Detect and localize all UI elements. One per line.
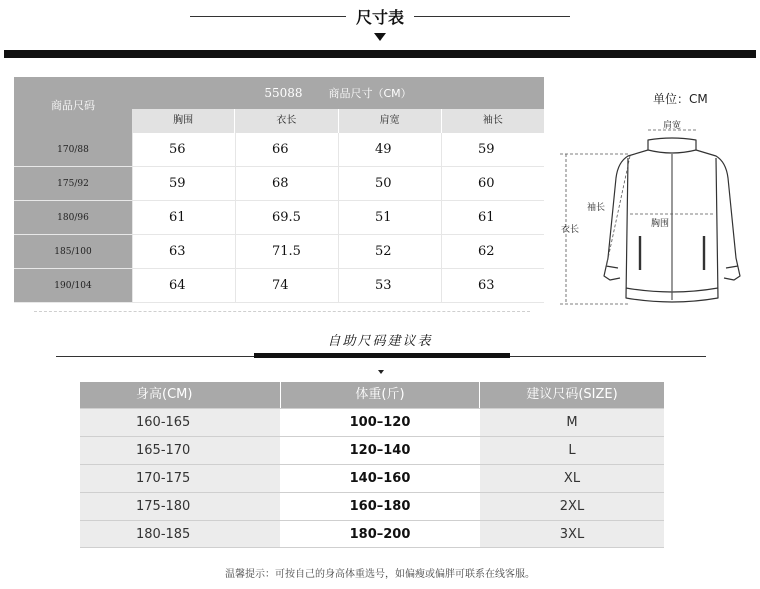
table-cell: 50 xyxy=(338,167,441,201)
table-cell: 53 xyxy=(338,269,441,303)
size-label: 180/96 xyxy=(14,201,132,235)
size-cell: L xyxy=(568,443,576,458)
recommendation-header-row xyxy=(80,382,664,408)
size-table-corner: 商品尺码 xyxy=(14,77,132,133)
table-cell: 61 xyxy=(441,201,544,235)
small-down-arrow-icon xyxy=(378,370,384,374)
table-row xyxy=(14,269,544,303)
table-cell: 52 xyxy=(338,235,441,269)
weight-cell: 120–140 xyxy=(280,437,480,464)
column-header: 衣长 xyxy=(234,109,337,133)
size-table-title-row xyxy=(132,77,544,109)
size-label: 190/104 xyxy=(14,269,132,303)
table-cell: 66 xyxy=(235,133,338,167)
weight-cell: 160–180 xyxy=(280,493,480,520)
height-cell: 170-175 xyxy=(136,471,191,486)
height-cell: 180-185 xyxy=(136,527,191,542)
size-table-column-headers xyxy=(132,109,544,133)
table-cell: 51 xyxy=(338,201,441,235)
table-row xyxy=(14,235,544,269)
column-header: 建议尺码(SIZE) xyxy=(526,387,618,402)
sleeve-label: 袖长 xyxy=(586,203,606,213)
down-arrow-icon xyxy=(374,33,386,41)
unit-label: 单位：CM xyxy=(653,92,708,106)
table-cell: 71.5 xyxy=(235,235,338,269)
jacket-diagram xyxy=(548,118,756,323)
weight-cell: 180–200 xyxy=(280,521,480,547)
size-label: 175/92 xyxy=(14,167,132,201)
height-cell: 165-170 xyxy=(136,443,191,458)
table-cell: 56 xyxy=(132,133,235,167)
page-title: 尺寸表 xyxy=(355,8,404,27)
column-header: 身高(CM) xyxy=(136,387,193,402)
table-cell: 60 xyxy=(441,167,544,201)
column-header: 胸围 xyxy=(173,115,194,126)
size-table xyxy=(14,77,544,310)
table-cell: 69.5 xyxy=(235,201,338,235)
table-cell: 74 xyxy=(235,269,338,303)
table-row xyxy=(80,520,664,548)
table-cell: 68 xyxy=(235,167,338,201)
size-cell: 3XL xyxy=(559,527,585,542)
table-cell: 64 xyxy=(132,269,235,303)
header-divider-bar xyxy=(4,50,756,58)
table-cell: 62 xyxy=(441,235,544,269)
recommendation-table xyxy=(80,382,664,548)
column-header: 袖长 xyxy=(441,109,544,133)
recommendation-divider-bar xyxy=(254,353,510,358)
height-cell: 160-165 xyxy=(136,415,191,430)
height-cell: 175-180 xyxy=(136,499,191,514)
size-unit-label: 商品尺寸（CM） xyxy=(328,87,412,100)
table-row xyxy=(80,464,664,492)
table-row xyxy=(80,492,664,520)
footer-tip: 温馨提示：可按自己的身高体重选号，如偏瘦或偏胖可联系在线客服。 xyxy=(225,569,535,580)
column-header: 体重(斤) xyxy=(280,382,480,408)
table-row xyxy=(14,201,544,235)
weight-cell: 140–160 xyxy=(280,465,480,492)
column-header: 肩宽 xyxy=(338,109,441,133)
length-label: 衣长 xyxy=(560,225,580,235)
table-bottom-divider xyxy=(34,311,530,312)
table-cell: 63 xyxy=(441,269,544,303)
table-row xyxy=(80,408,664,436)
size-cell: XL xyxy=(563,471,581,486)
table-row xyxy=(14,167,544,201)
size-cell: 2XL xyxy=(559,499,585,514)
table-cell: 49 xyxy=(338,133,441,167)
size-label: 170/88 xyxy=(14,133,132,167)
weight-cell: 100–120 xyxy=(280,409,480,436)
table-cell: 61 xyxy=(132,201,235,235)
size-label: 185/100 xyxy=(14,235,132,269)
chest-label: 胸围 xyxy=(650,219,670,229)
product-code: 55088 xyxy=(264,86,303,100)
table-row xyxy=(14,133,544,167)
table-cell: 59 xyxy=(441,133,544,167)
table-cell: 59 xyxy=(132,167,235,201)
size-cell: M xyxy=(566,415,578,430)
table-cell: 63 xyxy=(132,235,235,269)
recommendation-title: 自助尺码建议表 xyxy=(327,334,433,349)
shoulder-label: 肩宽 xyxy=(662,121,682,131)
table-row xyxy=(80,436,664,464)
